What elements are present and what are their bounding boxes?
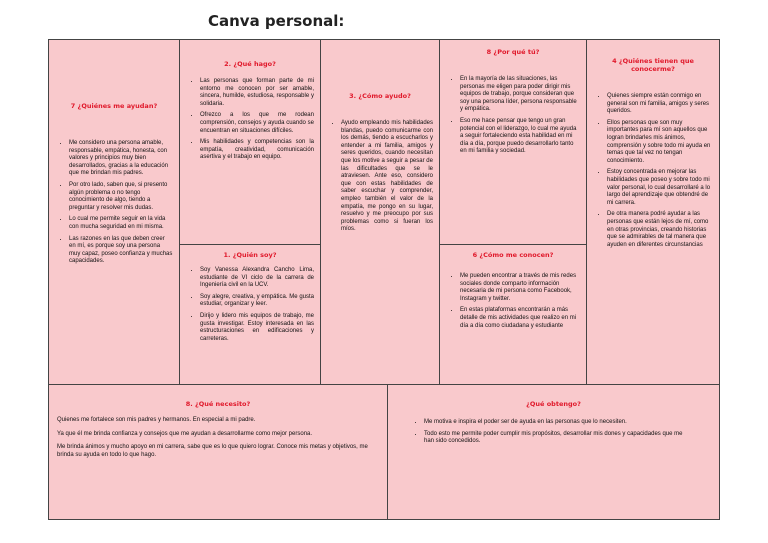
list-item: • Todo esto me permite poder cumplir mis propósitos, desarrollar mis dones y capacidades que me han sido concedidos. (424, 431, 693, 446)
list-item: • Lo cual me permite seguir en la vida con mucha seguridad en mi misma. (69, 216, 173, 231)
list-item: • Por otro lado, saben que, si presento algún problema o no tengo conocimiento de algo, tiendo a preguntar y resolver mis dudas. (69, 182, 173, 212)
list-item: • En estas plataformas encontrarán a más detalle de mis actividades que realizo en mi día a día como ciudadana y estudiante (460, 307, 580, 330)
paragraph: Ya que él me brinda confianza y consejos que me ayudan a desarrollarme como mejor persona. (57, 430, 313, 437)
cell-que-obtengo (387, 384, 720, 520)
cell-heading: 8 ¿Por qué tú? (486, 48, 540, 56)
list-item: • Quienes siempre están conmigo en general son mi familia, amigos y seres queridos. (607, 93, 713, 116)
cell-como-ayudo (320, 39, 440, 385)
list-item: • Eso me hace pensar que tengo un gran potencial con el liderazgo, lo cual me ayuda a seguir fortaleciendo esta habilidad en mi día a día, porque puedo desarrollarlo tanto en mi familia y sociedad. (460, 118, 580, 156)
list-item: • Me pueden encontrar a través de mis redes sociales donde comparto información necesaria de mi persona como Facebook, Instagram y twitter. (460, 273, 580, 303)
list-item: • Me motiva e inspira el poder ser de ayuda en las personas que lo necesiten. (424, 419, 693, 427)
list-item: • Mis habilidades y competencias son la empatía, creatividad, comunicación asertiva y el trabajo en equipo. (200, 139, 314, 162)
cell-heading: ¿Qué obtengo? (526, 400, 581, 408)
cell-heading: 6 ¿Cómo me conocen? (472, 251, 554, 259)
list-item: • Me considero una persona amable, responsable, empática, honesta, con valores y principios muy bien desarrollados, gracias a la educación que me brindan mis padres. (69, 140, 173, 178)
list-item: • De otra manera podré ayudar a las personas que están lejos de mí, como en otras provincias, creando historias que se admirables de tal manera que ayuden en diferentes circunstancias (607, 211, 713, 249)
cell-que-necesito (48, 384, 388, 520)
list-item: • Ayudo empleando mis habilidades blandas, puedo comunicarme con los demás, tiendo a escucharlos y entender a mi familia, amigos y seres queridos, cuando necesitan que los motive a seguir a pesar de las dificultades que se le atraviesen. Ante eso, considero que con estas habilidades de saber escuchar y comprender, empleo también el valor de la empatía, me pongo en su lugar, resuelvo y me preocupo por sus problemas como si fueran los míos. (341, 120, 433, 234)
page-title: Canva personal: (208, 12, 345, 30)
cell-quienes-me-ayudan (48, 39, 180, 385)
list-item: • Soy Vanessa Alexandra Cancho Lima, estudiante de VI ciclo de la carrera de Ingeniería civil en la UCV. (200, 267, 314, 290)
cell-heading: 3. ¿Cómo ayudo? (349, 92, 411, 100)
cell-heading: 4 ¿Quiénes tienen que conocerme? (612, 57, 694, 73)
list-item: • Ofrezco a los que me rodean comprensión, consejos y ayuda cuando se encuentran en situaciones difíciles. (200, 112, 314, 135)
cell-por-que-tu (439, 39, 587, 245)
cell-heading: 2. ¿Qué hago? (224, 60, 276, 68)
paragraph: Me brinda ánimos y mucho apoyo en mi carrera, sabe que es lo que quiero lograr. Conoce mis metas y objetivos, me brinda su ayuda en todo lo que hago. (57, 444, 368, 458)
paragraph: Quienes me fortalece son mis padres y hermanos. En especial a mi padre. (57, 417, 256, 423)
list-item: • Las personas que forman parte de mi entorno me conocen por ser amable, sincera, humilde, estudiosa, responsable y solidaria. (200, 78, 314, 108)
list-item: • Las razones en las que deben creer en mí, es porque soy una persona muy capaz, poseo confianza y muchas capacidades. (69, 236, 173, 266)
list-item: • Ellos personas que son muy importantes para mí son aquellos que logran brindarles mis ánimos, comprensión y sobre todo mi ayuda en temas que tal vez no tengan conocimiento. (607, 120, 713, 166)
cell-como-me-conocen (439, 244, 587, 385)
list-item: • En la mayoría de las situaciones, las personas me eligen para poder dirigir mis equipos de trabajo, porque consideran que soy una persona líder, persona responsable y empática. (460, 76, 580, 114)
cell-heading: 1. ¿Quién soy? (223, 251, 277, 259)
cell-quien-soy (179, 244, 321, 385)
list-item: • Dirijo y lidero mis equipos de trabajo, me gusta investigar. Estoy interesada en las estructuraciones en edificaciones y carreteras. (200, 313, 314, 343)
cell-que-hago (179, 39, 321, 245)
cell-quienes-conocerme (586, 39, 720, 385)
list-item: • Soy alegre, creativa, y empática. Me gusta estudiar, organizar y leer. (200, 294, 314, 309)
cell-heading: 7 ¿Quiénes me ayudan? (70, 102, 158, 110)
list-item: • Estoy concentrada en mejorar las habilidades que poseo y sobre todo mi valor personal, lo cual desarrollaré a lo largo del aprendizaje que obtendré de mi carrera. (607, 169, 713, 207)
canvas-board (48, 39, 720, 520)
cell-heading: 8. ¿Qué necesito? (185, 400, 251, 408)
